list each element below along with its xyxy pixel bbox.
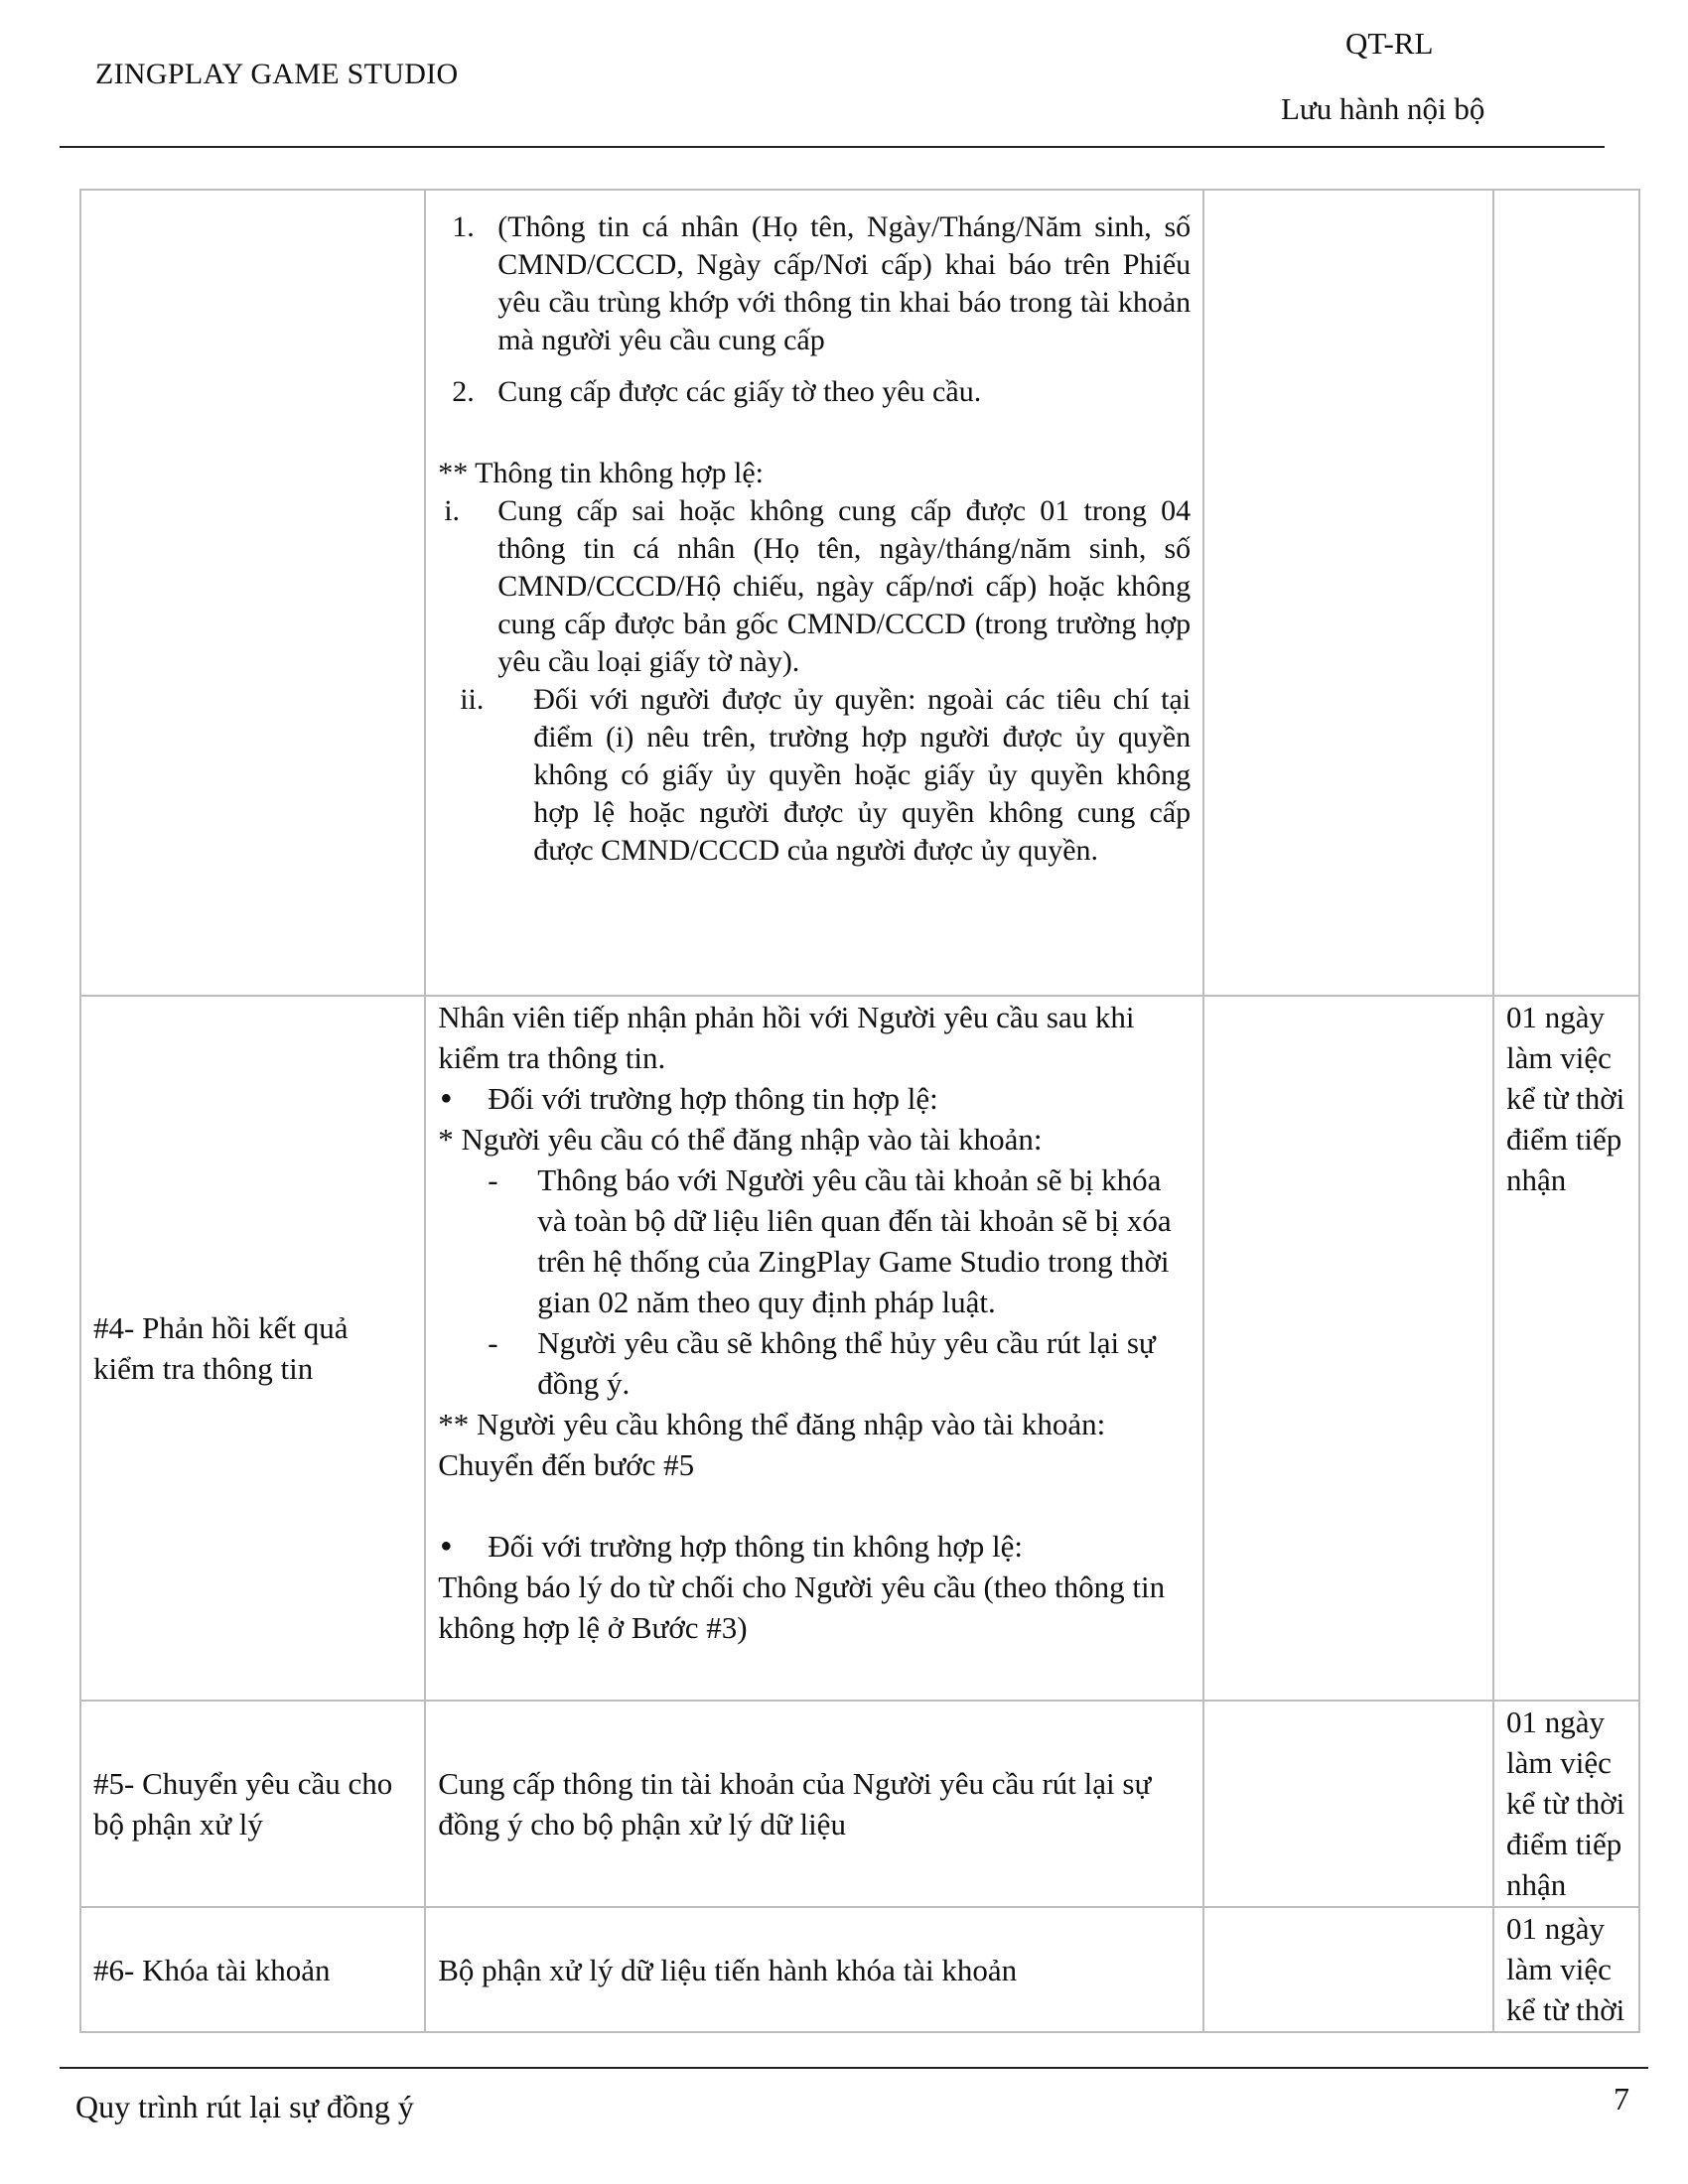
valid-criteria-list [438,208,1191,411]
dash-text: Thông báo với Người yêu cầu tài khoản sẽ bị khóa và toàn bộ dữ liệu liên quan đến tài khoản sẽ bị xóa trên hệ thống của ZingPlay Game Studio trong thời gian 02 năm theo quy định pháp luật. [537,1162,1172,1319]
footer-divider [60,2067,1648,2069]
invalid-info-title: ** Thông tin không hợp lệ: [438,457,765,489]
list-item [438,208,1191,359]
process-table [79,189,1640,2033]
invalid-criteria-list [438,492,1191,870]
dash-item [438,1322,1191,1404]
dash-item [438,1160,1191,1322]
step-cell [80,1907,425,2032]
page-number: 7 [1614,2081,1629,2116]
step-cell [80,1701,425,1907]
list-text: (Thông tin cá nhân (Họ tên, Ngày/Tháng/Năm sinh, số CMND/CCCD, Ngày cấp/Nơi cấp) khai báo trên Phiếu yêu cầu trùng khớp với thông tin khai báo trong tài khoản mà người yêu cầu cung cấp [497,210,1192,356]
list-item [438,492,1191,681]
bullet-invalid: ● Đối với trường hợp thông tin không hợp lệ: [438,1526,1191,1567]
content-text: Cung cấp thông tin tài khoản của Người yêu cầu rút lại sự đồng ý cho bộ phận xử lý dữ liệu [438,1766,1152,1842]
list-number: 1. [452,210,475,243]
list-text: Cung cấp sai hoặc không cung cấp được 01 trong 04 thông tin cá nhân (Họ tên, ngày/tháng/năm sinh, số CMND/CCCD/Hộ chiếu, ngày cấp/nơi cấp) hoặc không cung cấp được bản gốc CMND/CCCD (trong trường hợp yêu cầu loại giấy tờ này). [497,494,1192,678]
time-text: 01 ngày làm việc kể từ thời điểm tiếp nhận [1505,1000,1625,1197]
time-cell [1493,1907,1639,2032]
time-cell [1493,996,1639,1701]
table-row [80,1907,1639,2032]
content-cell [425,1701,1203,1907]
content-text: Bộ phận xử lý dữ liệu tiến hành khóa tài khoản [438,1952,1018,1987]
step-cell [80,190,425,996]
list-number: i. [444,494,461,527]
spacer [438,1485,1191,1526]
content-cell [425,190,1203,996]
list-text: Đối với người được ủy quyền: ngoài các tiêu chí tại điểm (i) nêu trên, trường hợp người được ủy quyền không có giấy ủy quyền hoặc giấy ủy quyền không hợp lệ hoặc người được ủy quyền không cung cấp được CMND/CCCD của người được ủy quyền. [533,683,1192,867]
time-text: 01 ngày làm việc kể từ thời [1505,1911,1625,2027]
case-login-possible: * Người yêu cầu có thể đăng nhập vào tài khoản: [438,1122,1043,1157]
company-name: ZINGPLAY GAME STUDIO [95,58,459,90]
bullet-valid: ● Đối với trường hợp thông tin hợp lệ: [438,1078,1191,1119]
empty-cell [1203,1701,1493,1907]
empty-cell [1203,1907,1493,2032]
distribution-label: Lưu hành nội bộ [1281,91,1485,126]
step-label: #6- Khóa tài khoản [93,1952,331,1987]
empty-cell [1203,190,1493,996]
dash-text: Người yêu cầu sẽ không thể hủy yêu cầu rút lại sự đồng ý. [537,1325,1156,1401]
list-text: Cung cấp được các giấy tờ theo yêu cầu. [497,375,982,408]
step-cell [80,996,425,1701]
reject-text: Thông báo lý do từ chối cho Người yêu cầu (theo thông tin không hợp lệ ở Bước #3) [438,1570,1166,1645]
step-label: #4- Phản hồi kết quả kiểm tra thông tin [93,1310,349,1386]
list-item [438,373,1191,411]
footer-title: Quy trình rút lại sự đồng ý [75,2089,414,2124]
header-divider [60,146,1605,148]
list-item [438,681,1191,870]
step-label: #5- Chuyển yêu cầu cho bộ phận xử lý [93,1766,393,1842]
document-code: QT-RL [1345,26,1434,61]
table-row [80,1701,1639,1907]
table-row [80,996,1639,1701]
content-cell [425,996,1203,1701]
dash-mark: - [488,1325,498,1360]
empty-cell [1203,996,1493,1701]
list-number: ii. [460,683,485,716]
dash-mark: - [488,1162,498,1197]
content-cell [425,1907,1203,2032]
list-number: 2. [452,375,475,408]
intro-text: Nhân viên tiếp nhận phản hồi với Người yêu cầu sau khi kiểm tra thông tin. [438,1000,1135,1075]
table-row [80,190,1639,996]
time-cell [1493,190,1639,996]
time-text: 01 ngày làm việc kể từ thời điểm tiếp nhận [1505,1705,1625,1902]
time-cell [1493,1701,1639,1907]
case-login-impossible: ** Người yêu cầu không thể đăng nhập vào tài khoản: Chuyển đến bước #5 [438,1407,1106,1482]
